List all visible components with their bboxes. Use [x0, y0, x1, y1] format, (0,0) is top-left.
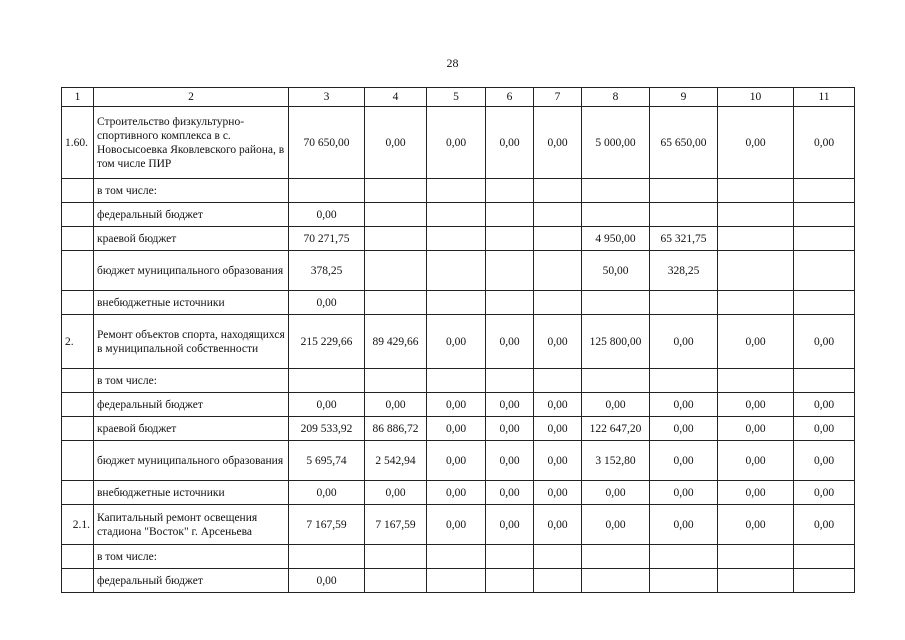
row-index [62, 227, 94, 251]
table-row [62, 505, 855, 545]
value-cell: 0,00 [427, 441, 486, 481]
column-header: 1 [62, 88, 94, 107]
value-cell: 0,00 [534, 315, 582, 369]
value-cell [427, 569, 486, 593]
table-row [62, 545, 855, 569]
value-cell: 0,00 [650, 481, 718, 505]
value-cell [582, 179, 650, 203]
value-cell [650, 291, 718, 315]
row-index [62, 203, 94, 227]
row-index [62, 369, 94, 393]
value-cell: 0,00 [534, 505, 582, 545]
value-cell [365, 251, 427, 291]
value-cell: 50,00 [582, 251, 650, 291]
value-cell [718, 251, 794, 291]
value-cell: 209 533,92 [289, 417, 365, 441]
table-row [62, 203, 855, 227]
column-header: 3 [289, 88, 365, 107]
value-cell: 86 886,72 [365, 417, 427, 441]
value-cell: 65 321,75 [650, 227, 718, 251]
value-cell: 0,00 [650, 417, 718, 441]
value-cell: 0,00 [365, 481, 427, 505]
row-index [62, 481, 94, 505]
value-cell [534, 369, 582, 393]
table-row [62, 569, 855, 593]
table-row [62, 393, 855, 417]
row-name: в том числе: [94, 179, 289, 203]
value-cell: 0,00 [582, 505, 650, 545]
value-cell [718, 203, 794, 227]
value-cell: 378,25 [289, 251, 365, 291]
value-cell: 0,00 [718, 107, 794, 179]
value-cell: 0,00 [486, 505, 534, 545]
value-cell: 0,00 [289, 393, 365, 417]
value-cell [534, 227, 582, 251]
value-cell: 0,00 [582, 481, 650, 505]
value-cell [486, 569, 534, 593]
row-index: 1.60. [62, 107, 94, 179]
column-header: 5 [427, 88, 486, 107]
column-header: 4 [365, 88, 427, 107]
value-cell: 0,00 [794, 441, 855, 481]
value-cell: 4 950,00 [582, 227, 650, 251]
value-cell: 0,00 [365, 107, 427, 179]
value-cell: 0,00 [534, 107, 582, 179]
value-cell: 0,00 [427, 107, 486, 179]
value-cell: 0,00 [486, 315, 534, 369]
value-cell: 3 152,80 [582, 441, 650, 481]
table-row [62, 417, 855, 441]
value-cell [582, 569, 650, 593]
value-cell: 0,00 [718, 481, 794, 505]
value-cell: 0,00 [534, 481, 582, 505]
row-name: бюджет муниципального образования [94, 441, 289, 481]
value-cell [486, 369, 534, 393]
value-cell [650, 369, 718, 393]
value-cell [534, 251, 582, 291]
value-cell [365, 545, 427, 569]
row-name: бюджет муниципального образования [94, 251, 289, 291]
value-cell: 0,00 [534, 441, 582, 481]
value-cell [794, 569, 855, 593]
value-cell: 0,00 [534, 417, 582, 441]
budget-table [61, 87, 855, 593]
table-row [62, 481, 855, 505]
row-index [62, 179, 94, 203]
column-header: 7 [534, 88, 582, 107]
value-cell: 0,00 [365, 393, 427, 417]
value-cell [534, 291, 582, 315]
value-cell: 122 647,20 [582, 417, 650, 441]
value-cell [794, 179, 855, 203]
table-row [62, 251, 855, 291]
row-name: федеральный бюджет [94, 203, 289, 227]
value-cell [794, 203, 855, 227]
row-name: федеральный бюджет [94, 393, 289, 417]
table-row [62, 227, 855, 251]
value-cell [534, 569, 582, 593]
value-cell [365, 291, 427, 315]
row-name: федеральный бюджет [94, 569, 289, 593]
value-cell: 0,00 [486, 441, 534, 481]
value-cell: 0,00 [794, 315, 855, 369]
value-cell [794, 369, 855, 393]
value-cell: 70 271,75 [289, 227, 365, 251]
value-cell [534, 203, 582, 227]
value-cell [486, 545, 534, 569]
column-header: 10 [718, 88, 794, 107]
table-row [62, 315, 855, 369]
value-cell: 0,00 [427, 393, 486, 417]
value-cell [582, 545, 650, 569]
value-cell [582, 203, 650, 227]
value-cell [718, 227, 794, 251]
value-cell: 0,00 [289, 569, 365, 593]
value-cell: 0,00 [794, 481, 855, 505]
row-name: внебюджетные источники [94, 291, 289, 315]
value-cell [427, 291, 486, 315]
value-cell [427, 369, 486, 393]
value-cell: 125 800,00 [582, 315, 650, 369]
value-cell [718, 291, 794, 315]
row-index [62, 417, 94, 441]
value-cell: 0,00 [289, 481, 365, 505]
row-name: Капитальный ремонт освещения стадиона "Восток" г. Арсеньева [94, 505, 289, 545]
value-cell [534, 545, 582, 569]
value-cell: 89 429,66 [365, 315, 427, 369]
row-name: в том числе: [94, 545, 289, 569]
column-header: 2 [94, 88, 289, 107]
value-cell [427, 251, 486, 291]
value-cell: 0,00 [486, 393, 534, 417]
value-cell [427, 227, 486, 251]
row-index [62, 393, 94, 417]
row-index [62, 441, 94, 481]
value-cell: 0,00 [289, 203, 365, 227]
value-cell [427, 545, 486, 569]
page-number: 28 [446, 56, 459, 70]
row-index [62, 251, 94, 291]
row-name: Ремонт объектов спорта, находящихся в муниципальной собственности [94, 315, 289, 369]
value-cell: 0,00 [794, 107, 855, 179]
value-cell [718, 179, 794, 203]
value-cell: 7 167,59 [289, 505, 365, 545]
value-cell [486, 291, 534, 315]
value-cell [794, 291, 855, 315]
value-cell: 215 229,66 [289, 315, 365, 369]
value-cell [650, 569, 718, 593]
value-cell [582, 291, 650, 315]
value-cell: 65 650,00 [650, 107, 718, 179]
value-cell: 0,00 [427, 481, 486, 505]
value-cell: 0,00 [794, 505, 855, 545]
column-header: 8 [582, 88, 650, 107]
row-name: краевой бюджет [94, 227, 289, 251]
value-cell: 0,00 [650, 441, 718, 481]
value-cell: 0,00 [650, 505, 718, 545]
row-index [62, 545, 94, 569]
value-cell: 0,00 [486, 481, 534, 505]
value-cell: 5 695,74 [289, 441, 365, 481]
value-cell: 0,00 [718, 315, 794, 369]
row-index: 2.1. [62, 505, 94, 545]
value-cell [486, 251, 534, 291]
row-index: 2. [62, 315, 94, 369]
value-cell [289, 179, 365, 203]
value-cell [365, 203, 427, 227]
row-name: внебюджетные источники [94, 481, 289, 505]
value-cell [794, 251, 855, 291]
value-cell: 0,00 [534, 393, 582, 417]
value-cell: 0,00 [427, 417, 486, 441]
value-cell: 0,00 [486, 107, 534, 179]
value-cell: 0,00 [582, 393, 650, 417]
value-cell: 0,00 [427, 505, 486, 545]
value-cell: 0,00 [718, 417, 794, 441]
table-row [62, 107, 855, 179]
value-cell [794, 227, 855, 251]
value-cell [650, 203, 718, 227]
row-name: Строительство физкультурно-спортивного комплекса в с. Новосысоевка Яковлевского района, в том числе ПИР [94, 107, 289, 179]
value-cell [365, 369, 427, 393]
row-name: в том числе: [94, 369, 289, 393]
value-cell [486, 179, 534, 203]
value-cell [486, 203, 534, 227]
value-cell [427, 179, 486, 203]
value-cell [534, 179, 582, 203]
value-cell [718, 545, 794, 569]
table-row [62, 369, 855, 393]
column-header: 6 [486, 88, 534, 107]
column-header: 11 [794, 88, 855, 107]
value-cell: 2 542,94 [365, 441, 427, 481]
value-cell: 0,00 [427, 315, 486, 369]
header-row [62, 88, 855, 107]
value-cell [289, 369, 365, 393]
value-cell: 0,00 [718, 393, 794, 417]
table-row [62, 291, 855, 315]
value-cell [718, 369, 794, 393]
value-cell [365, 569, 427, 593]
value-cell: 0,00 [794, 417, 855, 441]
value-cell: 0,00 [486, 417, 534, 441]
value-cell [365, 227, 427, 251]
value-cell [718, 569, 794, 593]
table-row [62, 179, 855, 203]
value-cell: 0,00 [289, 291, 365, 315]
table-row [62, 441, 855, 481]
value-cell [794, 545, 855, 569]
value-cell [650, 179, 718, 203]
value-cell: 5 000,00 [582, 107, 650, 179]
row-index [62, 569, 94, 593]
value-cell: 7 167,59 [365, 505, 427, 545]
row-name: краевой бюджет [94, 417, 289, 441]
value-cell: 0,00 [718, 505, 794, 545]
value-cell: 70 650,00 [289, 107, 365, 179]
value-cell [486, 227, 534, 251]
value-cell: 0,00 [650, 315, 718, 369]
value-cell [650, 545, 718, 569]
value-cell [582, 369, 650, 393]
value-cell: 0,00 [794, 393, 855, 417]
value-cell: 328,25 [650, 251, 718, 291]
value-cell [289, 545, 365, 569]
value-cell: 0,00 [718, 441, 794, 481]
row-index [62, 291, 94, 315]
value-cell [365, 179, 427, 203]
column-header: 9 [650, 88, 718, 107]
value-cell: 0,00 [650, 393, 718, 417]
value-cell [427, 203, 486, 227]
